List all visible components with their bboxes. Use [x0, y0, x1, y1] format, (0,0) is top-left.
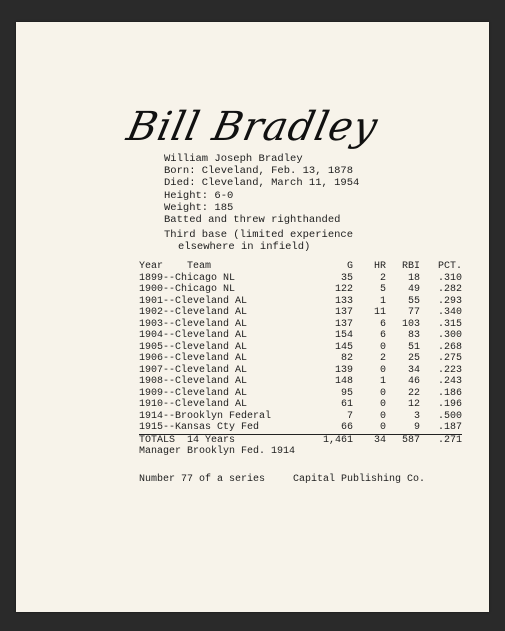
stat-hr: 2: [379, 353, 386, 364]
stats-header-row: [139, 261, 462, 273]
stat-row: [139, 422, 462, 434]
stat-row: [139, 273, 462, 285]
manager-note: Manager Brooklyn Fed. 1914: [139, 446, 296, 457]
header-year-team: [139, 261, 317, 273]
stat-year-team: 1909--Cleveland AL: [139, 387, 248, 399]
totals-row: [139, 434, 462, 446]
stat-g: 7: [346, 410, 353, 422]
stat-year-team: 1900--Chicago NL: [139, 284, 236, 295]
stat-year-team: 1910--Cleveland AL: [139, 399, 248, 410]
stat-row: [139, 353, 462, 365]
header-year: Year: [139, 261, 164, 272]
stat-g: 139: [334, 364, 353, 376]
position-line-2: elsewhere in infield): [178, 241, 311, 254]
stat-hr: 0: [379, 399, 386, 410]
stat-row: [139, 365, 462, 377]
totals-rbi: 587: [386, 434, 420, 446]
stat-g: 95: [340, 387, 353, 399]
stat-pct: .293: [437, 295, 462, 307]
stat-pct: .268: [437, 341, 462, 353]
stat-hr: 11: [373, 307, 386, 318]
stat-pct: .282: [437, 284, 462, 295]
stat-rbi: 25: [407, 353, 420, 364]
stat-row: [139, 284, 462, 296]
stat-hr: 1: [379, 376, 386, 387]
stat-pct: .315: [437, 318, 462, 330]
stat-row: [139, 388, 462, 400]
height-line: Height: 6-0: [164, 189, 234, 202]
header-rbi: RBI: [401, 261, 420, 272]
stat-year-team: 1901--Cleveland AL: [139, 295, 248, 307]
stat-hr: 0: [379, 422, 386, 433]
stat-row: [139, 399, 462, 411]
stat-pct: .196: [437, 399, 462, 410]
stat-pct: .187: [437, 422, 462, 433]
full-name: William Joseph Bradley: [164, 153, 303, 165]
stat-rbi: 83: [407, 330, 420, 341]
weight-line: Weight: 185: [164, 201, 234, 214]
stat-row: [139, 307, 462, 319]
born-line: Born: Cleveland, Feb. 13, 1878: [164, 165, 354, 178]
stat-pct: .340: [437, 307, 462, 318]
totals-label: TOTALS 14 Years: [139, 434, 317, 446]
stat-g: 82: [340, 353, 353, 364]
stat-rbi: 77: [407, 307, 420, 318]
stat-hr: 0: [379, 341, 386, 353]
stat-hr: 6: [379, 318, 386, 330]
bio-block: [164, 153, 359, 254]
stat-hr: 1: [379, 295, 386, 307]
stat-rbi: 103: [401, 318, 420, 330]
header-pct: PCT.: [437, 261, 462, 272]
died-line: Died: Cleveland, March 11, 1954: [164, 177, 360, 190]
header-hr: HR: [373, 261, 386, 272]
stat-row: [139, 296, 462, 308]
stat-row: [139, 342, 462, 354]
stat-year-team: 1908--Cleveland AL: [139, 376, 248, 387]
series-note: Number 77 of a series: [139, 474, 266, 485]
stat-hr: 6: [379, 330, 386, 341]
stat-rbi: 49: [407, 284, 420, 295]
stat-year-team: 1904--Cleveland AL: [139, 330, 248, 341]
stat-g: 61: [340, 399, 353, 410]
stat-rbi: 18: [407, 272, 420, 284]
stat-hr: 0: [379, 387, 386, 399]
stat-pct: .275: [437, 353, 462, 364]
stats-table: [139, 261, 462, 446]
stat-year-team: 1907--Cleveland AL: [139, 364, 248, 376]
stat-rbi: 51: [407, 341, 420, 353]
stat-pct: .500: [437, 410, 462, 422]
stat-year-team: 1905--Cleveland AL: [139, 341, 248, 353]
bats-throws-line: Batted and threw righthanded: [164, 214, 341, 227]
totals-hr: 34: [353, 434, 386, 446]
stat-g: 35: [340, 272, 353, 284]
stat-year-team: 1915--Kansas Cty Fed: [139, 422, 260, 433]
stat-row: [139, 319, 462, 331]
stat-g: 154: [334, 330, 353, 341]
stat-year-team: 1899--Chicago NL: [139, 272, 236, 284]
stat-rbi: 34: [407, 364, 420, 376]
stat-rbi: 55: [407, 295, 420, 307]
stat-hr: 0: [379, 410, 386, 422]
stat-row: [139, 330, 462, 342]
stat-row: [139, 376, 462, 388]
stat-year-team: 1914--Brooklyn Federal: [139, 410, 272, 422]
stat-pct: .243: [437, 376, 462, 387]
stat-rbi: 3: [413, 410, 420, 422]
stat-rbi: 12: [407, 399, 420, 410]
position-line-1: Third base (limited experience: [164, 229, 354, 242]
stat-pct: .223: [437, 364, 462, 376]
stat-year-team: 1903--Cleveland AL: [139, 318, 248, 330]
publisher: Capital Publishing Co.: [293, 474, 426, 485]
stat-rbi: 22: [407, 387, 420, 399]
stat-year-team: 1906--Cleveland AL: [139, 353, 248, 364]
stat-pct: .310: [437, 272, 462, 284]
stat-year-team: 1902--Cleveland AL: [139, 307, 248, 318]
header-g: G: [346, 261, 353, 272]
stat-hr: 5: [379, 284, 386, 295]
header-team: Team: [187, 261, 212, 272]
totals-g: 1,461: [317, 434, 353, 446]
stat-hr: 2: [379, 272, 386, 284]
stat-g: 137: [334, 307, 353, 318]
player-signature: Bill Bradley: [122, 104, 383, 150]
stat-g: 66: [340, 422, 353, 433]
stat-pct: .300: [437, 330, 462, 341]
totals-pct: .271: [420, 434, 462, 446]
stat-g: 137: [334, 318, 353, 330]
stat-pct: .186: [437, 387, 462, 399]
stat-rbi: 9: [413, 422, 420, 433]
stat-hr: 0: [379, 364, 386, 376]
stat-g: 133: [334, 295, 353, 307]
stat-g: 122: [334, 284, 353, 295]
stat-g: 148: [334, 376, 353, 387]
stat-rbi: 46: [407, 376, 420, 387]
stat-card: [16, 22, 489, 612]
stat-g: 145: [334, 341, 353, 353]
stat-row: [139, 411, 462, 423]
